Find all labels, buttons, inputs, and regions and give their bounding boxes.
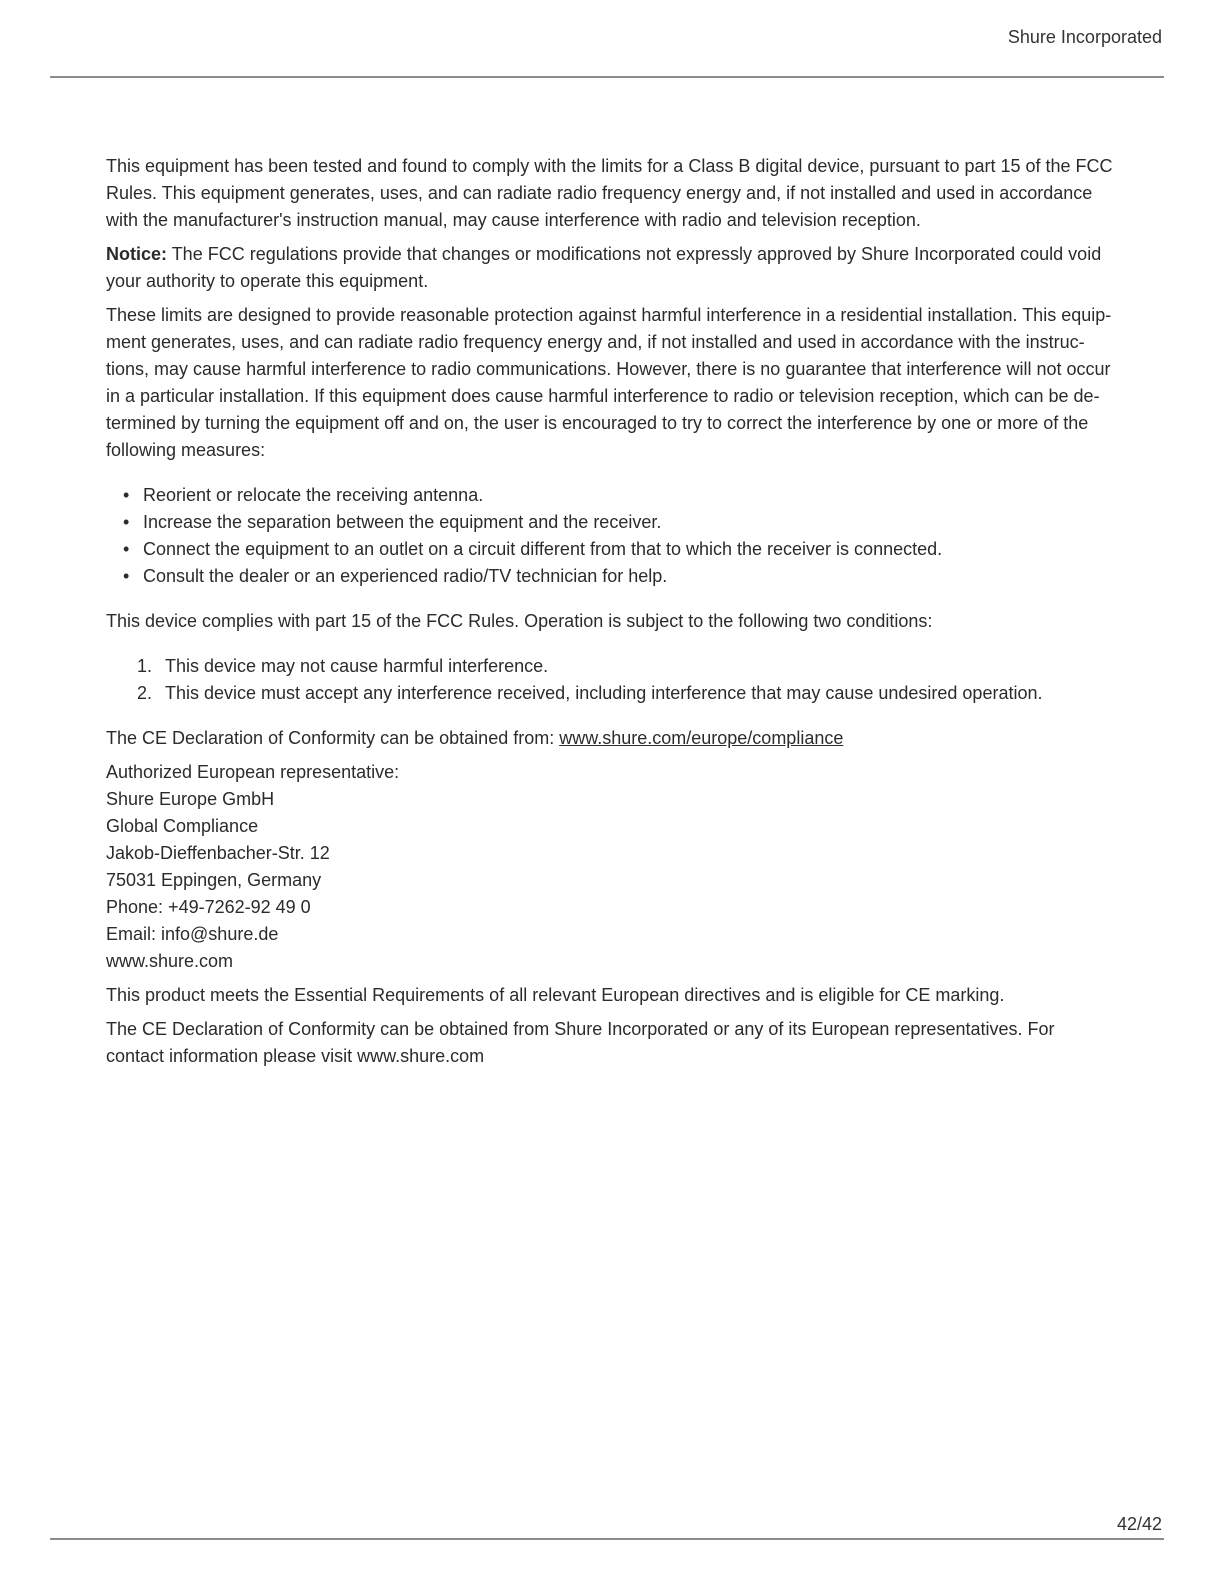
document-body xyxy=(106,153,1114,1077)
address-line: www.shure.com xyxy=(106,951,234,971)
list-item xyxy=(106,653,1114,680)
list-item-number: 1. xyxy=(137,656,153,676)
address-line: Jakob-Dieffenbacher-Str. 12 xyxy=(106,843,330,863)
list-item-text: This device must accept any interference received, including interference that may cause undesired operation. xyxy=(165,683,1043,703)
header-company-name: Shure Incorporated xyxy=(1007,27,1162,47)
measures-list xyxy=(106,482,1114,590)
list-item xyxy=(106,680,1114,707)
conditions-list xyxy=(106,653,1114,707)
contact-paragraph: The CE Declaration of Conformity can be obtained from Shure Incorporated or any of its European representatives. For contact information please visit www.shure.com xyxy=(106,1019,1055,1066)
list-item-text: This device may not cause harmful interference. xyxy=(165,656,549,676)
limits-paragraph: These limits are designed to provide reasonable protection against harmful interference in a residential installation. This equipment generates, uses, and can radiate radio frequency energy and, if not installed and used in accordance with the instructions, may cause harmful interference to radio communications. However, there is no guarantee that interference will not occur in a particular installation. If this equipment does cause harmful interference to radio or television reception, which can be determined by turning the equipment off and on, the user is encouraged to try to correct the interference by one or more of the following measures: xyxy=(106,305,1112,460)
header-divider xyxy=(50,76,1164,78)
notice-text: The FCC regulations provide that changes or modifications not expressly approved by Shure Incorporated could void your authority to operate this equipment. xyxy=(106,244,1102,291)
footer-divider xyxy=(50,1538,1164,1540)
european-representative-address xyxy=(106,759,1114,975)
compliance-link[interactable]: www.shure.com/europe/compliance xyxy=(559,728,844,748)
address-line: Authorized European representative: xyxy=(106,762,400,782)
notice-paragraph xyxy=(106,241,1114,295)
address-line: Email: info@shure.de xyxy=(106,924,279,944)
address-line: 75031 Eppingen, Germany xyxy=(106,870,322,890)
list-item: • Consult the dealer or an experienced radio/TV technician for help. xyxy=(106,563,1114,590)
list-item: • Connect the equipment to an outlet on a circuit different from that to which the receiver is connected. xyxy=(106,536,1114,563)
address-line: Phone: +49-7262-92 49 0 xyxy=(106,897,311,917)
notice-label: Notice: xyxy=(106,244,168,264)
address-line: Shure Europe GmbH xyxy=(106,789,275,809)
list-item: • Reorient or relocate the receiving antenna. xyxy=(106,482,1114,509)
ce-declaration-text: The CE Declaration of Conformity can be obtained from: xyxy=(106,728,560,748)
fcc-class-b-paragraph: This equipment has been tested and found to comply with the limits for a Class B digital device, pursuant to part 15 of the FCC Rules. This equipment generates, uses, and can radiate radio frequency energy and, if not installed and used in accordance with the manufacturer's instruction manual, may cause interference with radio and television reception. xyxy=(106,156,1113,230)
address-line: Global Compliance xyxy=(106,816,259,836)
conditions-paragraph: This device complies with part 15 of the FCC Rules. Operation is subject to the following two conditions: xyxy=(106,611,933,631)
list-item: • Increase the separation between the equipment and the receiver. xyxy=(106,509,1114,536)
list-item-number: 2. xyxy=(137,683,153,703)
essential-requirements-paragraph: This product meets the Essential Requirements of all relevant European directives and is eligible for CE marking. xyxy=(106,985,1005,1005)
ce-declaration-paragraph xyxy=(106,725,1114,752)
page-number: 42/42 xyxy=(1116,1514,1162,1534)
